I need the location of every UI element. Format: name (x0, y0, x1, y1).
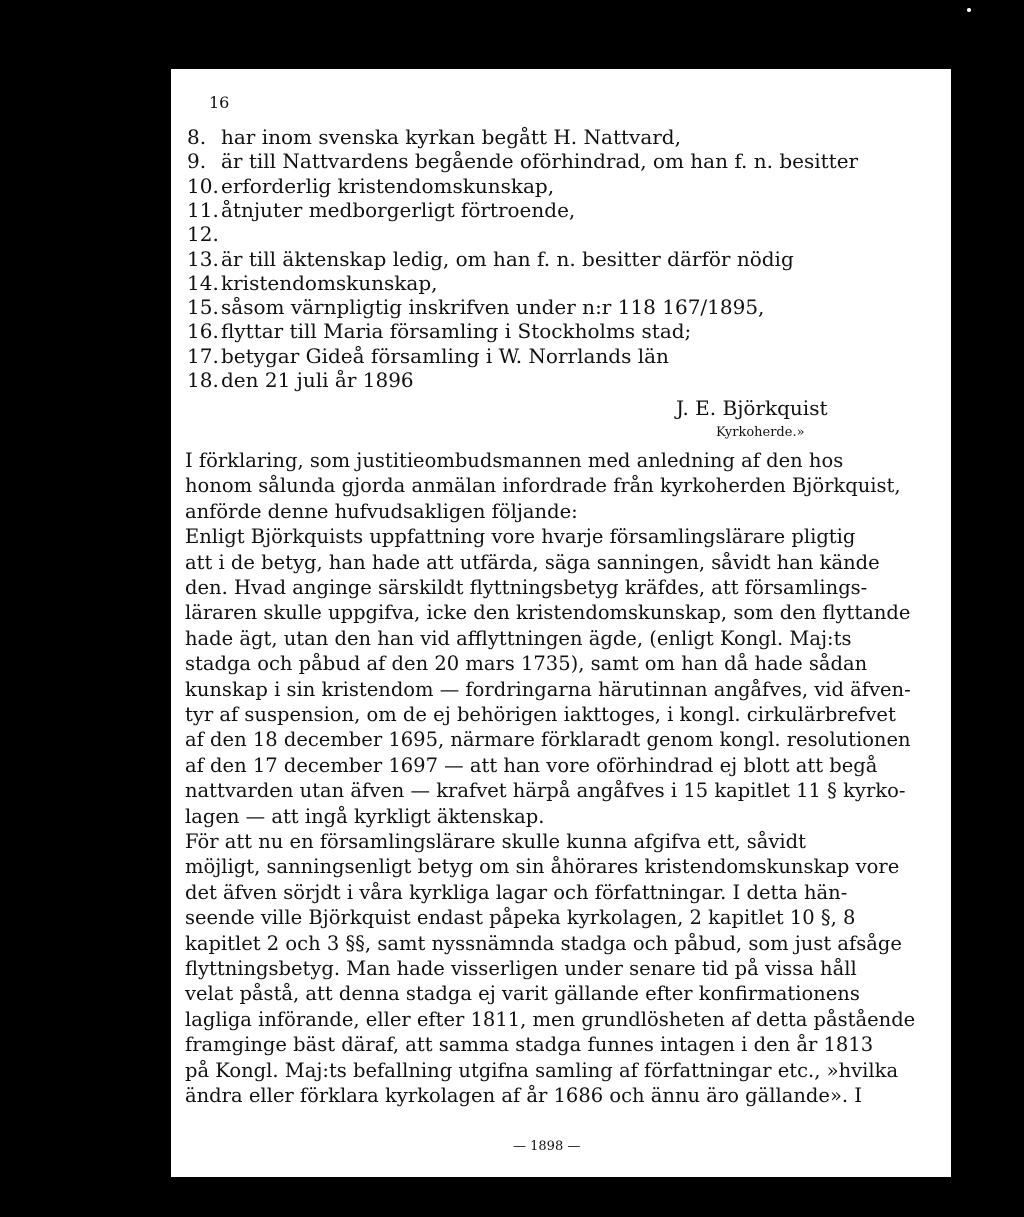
body-line: det äfven sörjdt i våra kyrkliga lagar och författningar. I detta hän- (185, 880, 848, 904)
footer-year: — 1898 — (513, 1139, 581, 1154)
list-item-number: 15. (187, 295, 219, 320)
body-line: honom sålunda gjorda anmälan infordrade från kyrkoherden Björkquist, (185, 474, 901, 498)
body-line: möjligt, sanningsenligt betyg om sin åhörares kristendomskunskap vore (185, 855, 900, 879)
document-text (171, 69, 951, 1177)
body-line: Enligt Björkquists uppfattning vore hvarje församlingslärare pligtig (185, 525, 856, 549)
body-line: på Kongl. Maj:ts befallning utgifna samling af författningar etc., »hvilka (185, 1058, 899, 1082)
speck (967, 8, 971, 12)
body-line: framginge bäst däraf, att samma stadga funnes intagen i den år 1813 (185, 1033, 874, 1057)
list-item (187, 345, 669, 367)
body-line: tyr af suspension, om de ej behörigen iakttoges, i kongl. cirkulärbrefvet (185, 703, 896, 726)
list-item-text: flyttar till Maria församling i Stockholms stad; (221, 319, 692, 344)
list-item-text: betygar Gideå församling i W. Norrlands län (221, 343, 669, 368)
body-line: nattvarden utan äfven — krafvet härpå angåfves i 15 kapitlet 11 § kyrko- (185, 779, 906, 803)
list-item (187, 296, 764, 318)
list-item-number: 16. (187, 319, 219, 344)
signature-title: Kyrkoherde.» (716, 425, 805, 440)
body-line: flyttningsbetyg. Man hade visserligen under senare tid på vissa håll (185, 957, 857, 980)
body-line: att i de betyg, han hade att utfärda, säga sanningen, såvidt han kände (185, 550, 880, 574)
body-line: ändra eller förklara kyrkolagen af år 1686 och ännu äro gällande». I (185, 1084, 862, 1107)
body-line: kapitlet 2 och 3 §§, samt nyssnämnda stadga och påbud, som just afsåge (185, 931, 902, 955)
list-item (187, 199, 575, 221)
list-item-number: 11. (187, 197, 219, 222)
list-item-text: åtnjuter medborgerligt förtroende, (221, 197, 576, 222)
body-line: I förklaring, som justitieombudsmannen med anledning af den hos (185, 449, 844, 472)
list-item-number: 9. (187, 149, 207, 174)
body-line: lagliga införande, eller efter 1811, men grundlösheten af detta påstående (185, 1007, 916, 1031)
body-line: stadga och påbud af den 20 mars 1735), samt om han då hade sådan (185, 652, 868, 676)
list-item (187, 369, 414, 391)
list-item-number: 12. (187, 222, 219, 247)
list-item-text: har inom svenska kyrkan begått H. Nattvard, (221, 125, 681, 149)
list-item-text: kristendomskunskap, (221, 270, 438, 295)
signature-name: J. E. Björkquist (676, 396, 828, 420)
list-item-number: 17. (187, 343, 219, 368)
list-item (187, 248, 794, 270)
list-item (187, 150, 858, 172)
body-line: af den 17 december 1697 — att han vore oförhindrad ej blott att begå (185, 753, 878, 777)
body-line: af den 18 december 1695, närmare förklaradt genom kongl. resolutionen (185, 728, 911, 752)
list-item-text: den 21 juli år 1896 (221, 368, 414, 392)
list-item-text: erforderlig kristendomskunskap, (221, 173, 555, 198)
body-line: anförde denne hufvudsakligen följande: (185, 499, 578, 523)
list-item (187, 320, 691, 342)
list-item-number: 18. (187, 368, 219, 392)
list-item-text: är till äktenskap ledig, om han f. n. besitter därför nödig (221, 246, 794, 271)
body-line: den. Hvad anginge särskildt flyttningsbetyg kräfdes, att församlings- (185, 576, 868, 599)
list-item-number: 13. (187, 246, 219, 271)
body-line: kunskap i sin kristendom — fordringarna härutinnan angåfves, vid äfven- (185, 677, 911, 701)
body-line: hade ägt, utan den han vid afflyttningen ägde, (enligt Kongl. Maj:ts (185, 626, 852, 650)
body-line: lagen — att ingå kyrkligt äktenskap. (185, 804, 545, 828)
list-item (187, 126, 681, 148)
body-line: För att nu en församlingslärare skulle kunna afgifva ett, såvidt (185, 830, 806, 853)
list-item-number: 8. (187, 125, 207, 149)
list-item (187, 175, 554, 197)
body-line: seende ville Björkquist endast påpeka kyrkolagen, 2 kapitlet 10 §, 8 (185, 906, 856, 930)
list-item (187, 223, 221, 245)
page-number: 16 (209, 93, 230, 112)
list-item-number: 10. (187, 173, 219, 198)
list-item-number: 14. (187, 270, 219, 295)
list-item-text: såsom värnpligtig inskrifven under n:r 118 167/1895, (221, 295, 765, 320)
body-line: velat påstå, att denna stadga ej varit gällande efter konfirmationens (185, 982, 860, 1006)
list-item-text: är till Nattvardens begående oförhindrad, om han f. n. besitter (221, 149, 859, 174)
list-item (187, 272, 438, 294)
body-line: läraren skulle uppgifva, icke den kristendomskunskap, som den flyttande (185, 601, 911, 625)
document-page (171, 69, 951, 1177)
